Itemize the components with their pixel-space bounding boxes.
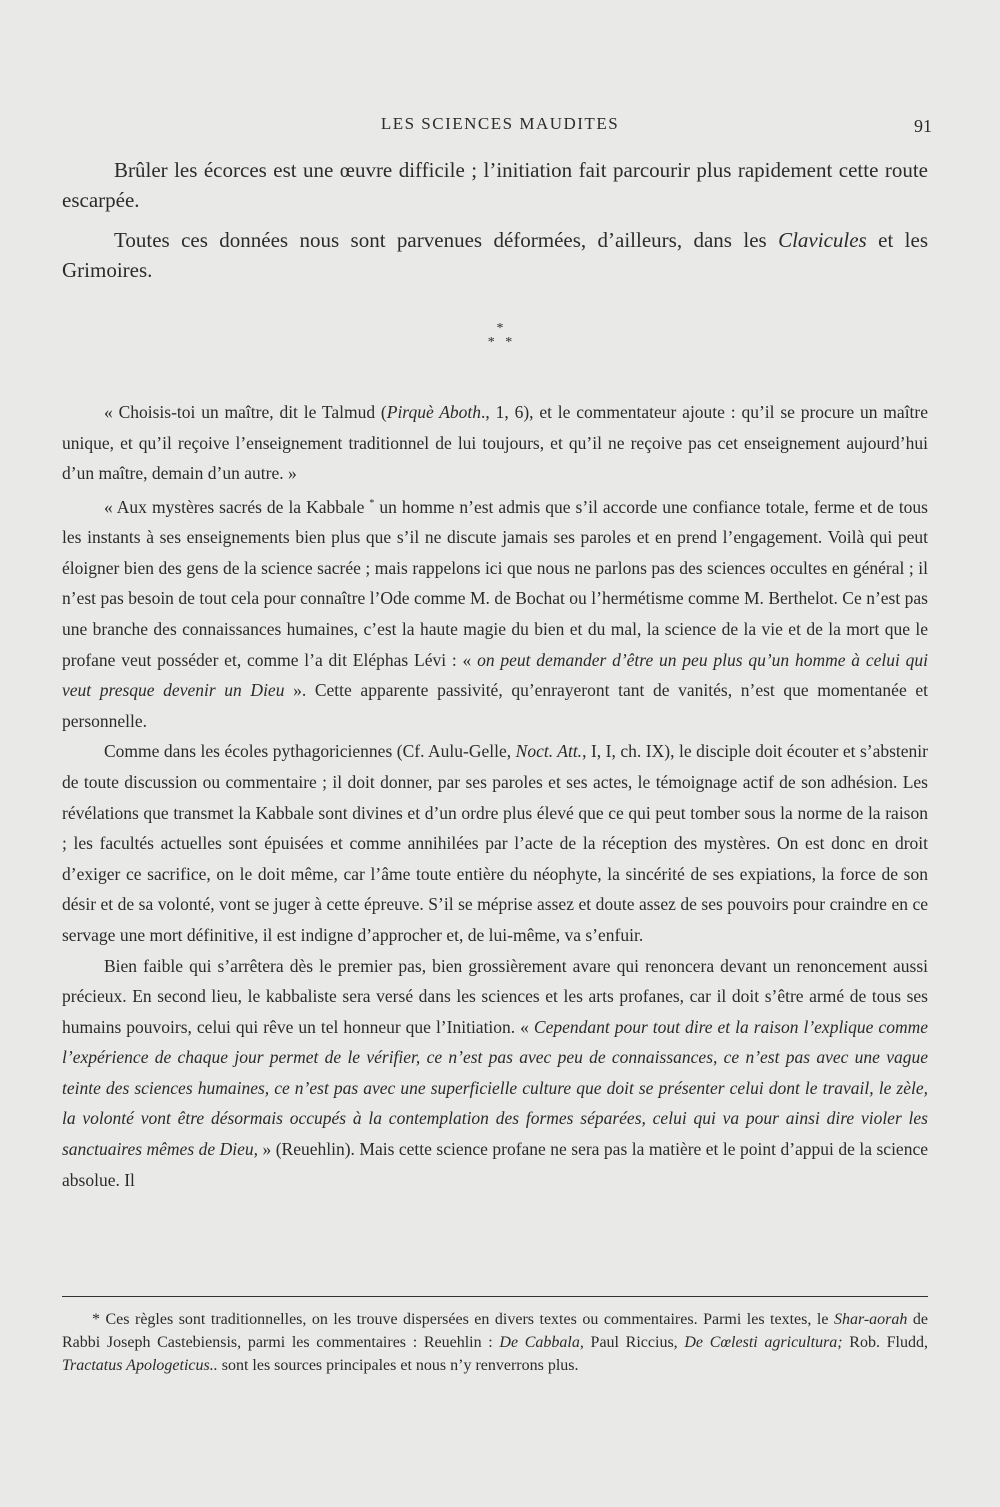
page-header bbox=[0, 112, 1000, 142]
footnote-divider bbox=[62, 1296, 928, 1297]
footnote bbox=[62, 1308, 928, 1377]
main-text bbox=[62, 397, 928, 1195]
section-separator-asterism: * * * bbox=[487, 321, 513, 350]
paragraph: Comme dans les écoles pythagoriciennes (Cf. Aulu-Gelle, Noct. Att., I, I, ch. IX), le disciple doit écouter et s’abstenir de toute discussion ou commentaire ; il doit donner, par ses paroles et ses actes, le témoignage actif de son adhésion. Les révélations que transmet la Kabbale sont divines et d’un ordre plus élevé que ce qui peut tomber sous la norme de la raison ; les facultés actuelles sont épuisées et comme annihilées par l’acte de la réception des mystères. On est donc en droit d’exiger ce sacrifice, on le doit même, car l’âme toute entière du néophyte, la sincérité de ses expiations, la force de son désir et de sa volonté, vont se juger à cette épreuve. S’il se méprise assez et doute assez de ses pouvoirs pour craindre en ce servage une mort définitive, il est indigne d’approcher et, de lui-même, va s’enfuir. bbox=[62, 741, 928, 945]
paragraph: « Aux mystères sacrés de la Kabbale * un homme n’est admis que s’il accorde une confiance totale, ferme et de tous les instants à ses enseignements bien plus que s’il ne discute jamais ses paroles et en prend l’engagement. Voilà qui peut éloigner bien des gens de la science sacrée ; mais rappelons ici que nous ne parlons pas des sciences occultes en général ; il n’est pas besoin de tout cela pour connaître l’Ode comme M. de Bochat ou l’hermétisme comme M. Berthelot. Ce n’est pas une branche des connaissances humaines, c’est la haute magie du bien et du mal, la science de la vie et de la mort que le profane veut posséder et, comme l’a dit Eléphas Lévi : « on peut demander d’être un peu plus qu’un homme à celui qui veut presque devenir un Dieu ». Cette apparente passivité, qu’enrayeront tant de vanités, n’est que momentanée et personnelle. bbox=[62, 496, 928, 731]
paragraph: Bien faible qui s’arrêtera dès le premier pas, bien grossièrement avare qui renoncera devant un renoncement aussi précieux. En second lieu, le kabbaliste sera versé dans les sciences et les arts profanes, car il doit s’être armé de tous ses humains pouvoirs, celui qui rêve un tel honneur que l’Initiation. « Cependant pour tout dire et la raison l’explique comme l’expérience de chaque jour permet de le vérifier, ce n’est pas avec peu de connaissances, ce n’est pas avec une vague teinte des sciences humaines, ce n’est pas avec une superficielle culture que doit se présenter celui dont le travail, le zèle, la volonté vont être désormais occupés à la contemplation des formes séparées, celui qui va pour ainsi dire violer les sanctuaires mêmes de Dieu, » (Reuehlin). Mais cette science profane ne sera pas la matière et le point d’appui de la science absolue. Il bbox=[62, 955, 928, 1190]
paragraph: Toutes ces données nous sont parvenues déformées, d’ailleurs, dans les Clavicules et les Grimoires. bbox=[62, 228, 928, 282]
opening-text bbox=[62, 155, 928, 295]
paragraph: Brûler les écorces est une œuvre difficile ; l’initiation fait parcourir plus rapidement cette route escarpée. bbox=[62, 158, 928, 212]
paragraph: « Choisis-toi un maître, dit le Talmud (Pirquè Aboth., 1, 6), et le commentateur ajoute : qu’il se procure un maître unique, et qu’il reçoive l’enseignement traditionnel de lui toujours, et qu’il ne reçoive pas cet enseignement aujourd’hui d’un maître, demain d’un autre. » bbox=[62, 402, 929, 484]
page-number: 91 bbox=[914, 116, 932, 136]
footnote-text: * Ces règles sont traditionnelles, on les trouve dispersées en divers textes ou commentaires. Parmi les textes, le Shar-aorah de Rabbi Joseph Castebiensis, parmi les commentaires : Reuehlin : De Cabbala, Paul Riccius, De Cœlesti agricultura; Rob. Fludd, Tractatus Apologeticus.. sont les sources principales et nous n’y renverrons plus. bbox=[62, 1311, 929, 1374]
footnote-marker: * bbox=[369, 497, 375, 509]
running-title: LES SCIENCES MAUDITES bbox=[380, 114, 620, 133]
